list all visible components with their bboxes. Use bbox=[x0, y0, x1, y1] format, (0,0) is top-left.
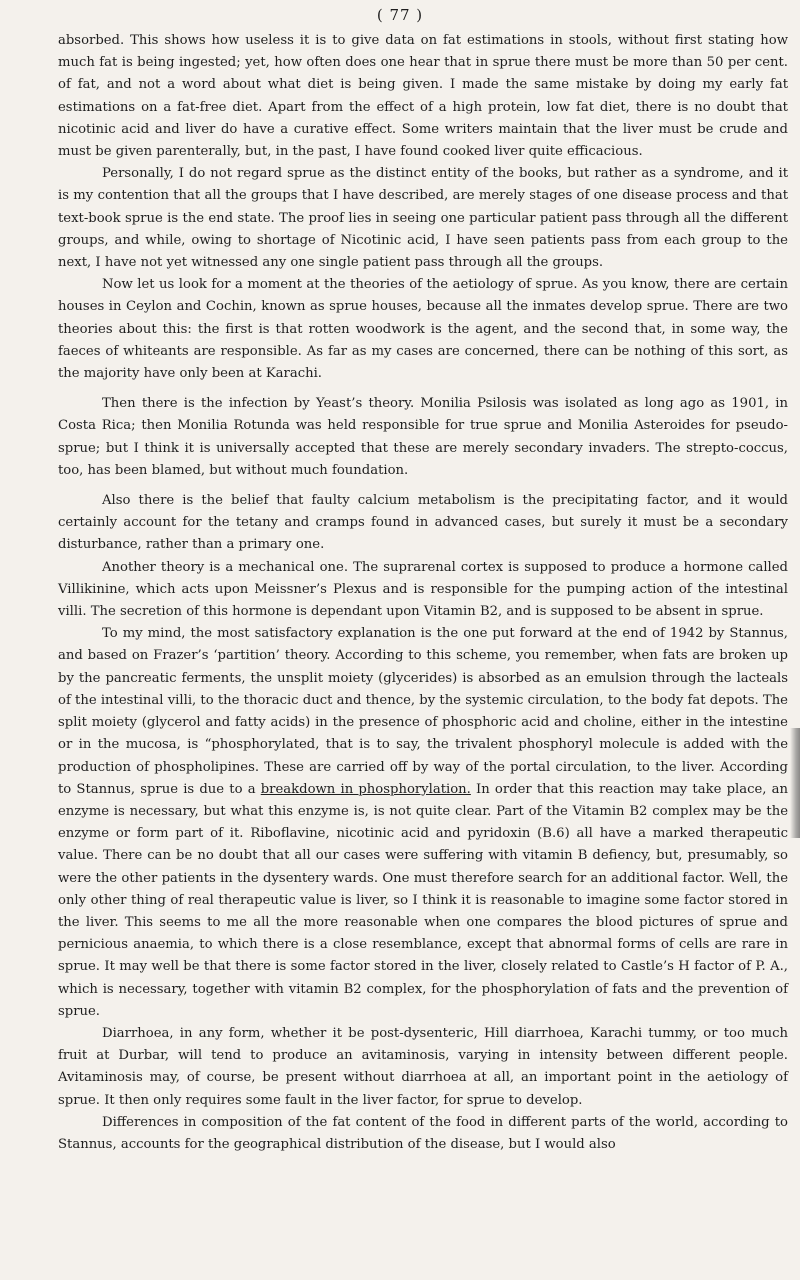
paragraph-sprue-syndrome: Personally, I do not regard sprue as the distinct entity of the books, but rather as a syndrome, and it is my contention that all the groups that I have described, are merely stages of one disease process and that text-book sprue is the end state. The proof lies in seeing one particular patient pass through all the different groups, and while, owing to shortage of Nicotinic acid, I have seen patients pass from each group to the next, I have not yet witnessed any one single patient pass through all the groups. bbox=[58, 166, 788, 271]
underlined-phrase: breakdown in phosphorylation. bbox=[260, 781, 471, 797]
paragraph-sprue-houses: Now let us look for a moment at the theories of the aetiology of sprue. As you know, there are certain houses in Ceylon and Cochin, known as sprue houses, because all the inmates develop sprue. There are two theories about this: the first is that rotten woodwork is the agent, and the second that, in some way, the faeces of whiteants are responsible. As far as my cases are concerned, there can be nothing of this sort, as the majority have only been at Karachi. bbox=[58, 277, 788, 382]
stannus-text-before: To my mind, the most satisfactory explanation is the one put forward at the end of 1942 by Stannus, and based on Frazer’s ‘partition’ theory. According to this scheme, you remember, when fats are broken up by the pancreatic ferments, the unsplit moiety (glycerides) is absorbed as an emulsion through the lacteals of the intestinal villi, to the thoracic duct and thence, by the systemic circulation, to the body fat depots. The split moiety (glycerol and fatty acids) in the presence of phosphoric acid and choline, either in the intestine or in the mucosa, is “phosphorylated, that is to say, the trivalent phosphoryl molecule is added with the production of phospholipines. These are carried off by way of the portal circulation, to the liver. According to Stannus, sprue is due to a bbox=[58, 626, 788, 797]
stannus-text-after: In order that this reaction may take place, an enzyme is necessary, but what this enzyme is, is not quite clear. Part of the Vitamin B2 complex may be the enzyme or form part of it. Riboflavine, nicotinic acid and pyridoxin (B.6) all have a marked therapeutic value. There can be no doubt that all our cases were suffering with vitamin B defiency, but, presumably, so were the other patients in the dysentery wards. One must therefore search for an additional factor. Well, the only other thing of real therapeutic value is liver, so I think it is reasonable to imagine some factor stored in the liver. This seems to me all the more reasonable when one compares the blood pictures of sprue and pernicious anaemia, to which there is a close resemblance, except that abnormal forms of cells are rare in sprue. It may well be that there is some factor stored in the liver, closely related to Castle’s H factor of P. A., which is necessary, together with vitamin B2 complex, for the phosphorylation of fats and the prevention of sprue. bbox=[58, 781, 788, 1019]
paragraph-calcium-metabolism: Also there is the belief that faulty calcium metabolism is the precipitating factor, and it would certainly account for the tetany and cramps found in advanced cases, but surely it must be a secondary disturbance, rather than a primary one. bbox=[58, 493, 788, 553]
paragraph-yeast-theory: Then there is the infection by Yeast’s theory. Monilia Psilosis was isolated as long ago as 1901, in Costa Rica; then Monilia Rotunda was held responsible for true sprue and Monilia Asteroides for pseudo-sprue; but I think it is universally accepted that these are merely secondary invaders. The strepto-coccus, too, has been blamed, but without much foundation. bbox=[58, 396, 788, 478]
paragraph-geographical-distribution: Differences in composition of the fat content of the food in different parts of the world, according to Stannus, accounts for the geographical distribution of the disease, but I would also bbox=[58, 1114, 788, 1152]
paragraph-mechanical-theory: Another theory is a mechanical one. The suprarenal cortex is supposed to produce a hormone called Villikinine, which acts upon Meissner’s Plexus and is responsible for the pumping action of the intestinal villi. The secretion of this hormone is dependant upon Vitamin B2, and is supposed to be absent in sprue. bbox=[58, 559, 788, 620]
page-edge-shadow bbox=[790, 728, 800, 838]
paragraph-stannus-theory bbox=[58, 623, 788, 1023]
page-number: ( 77 ) bbox=[376, 6, 424, 24]
paragraph-diarrhoea: Diarrhoea, in any form, whether it be post-dysenteric, Hill diarrhoea, Karachi tummy, or too much fruit at Durbar, will tend to produce an avitaminosis, varying in intensity between different people. Avitaminosis may, of course, be present without diarrhoea at all, an important point in the aetiology of sprue. It then only requires some fault in the liver factor, for sprue to develop. bbox=[58, 1025, 788, 1108]
document-body bbox=[58, 30, 788, 1156]
paragraph-fat-estimations: absorbed. This shows how useless it is to give data on fat estimations in stools, without first stating how much fat is being ingested; yet, how often does one hear that in sprue there must be more than 50 per cent. of fat, and not a word about what diet is being given. I made the same mistake by doing my early fat estimations on a fat-free diet. Apart from the effect of a high protein, low fat diet, there is no doubt that nicotinic acid and liver do have a curative effect. Some writers maintain that the liver must be crude and must be given parenterally, but, in the past, I have found cooked liver quite efficacious. bbox=[58, 33, 788, 160]
